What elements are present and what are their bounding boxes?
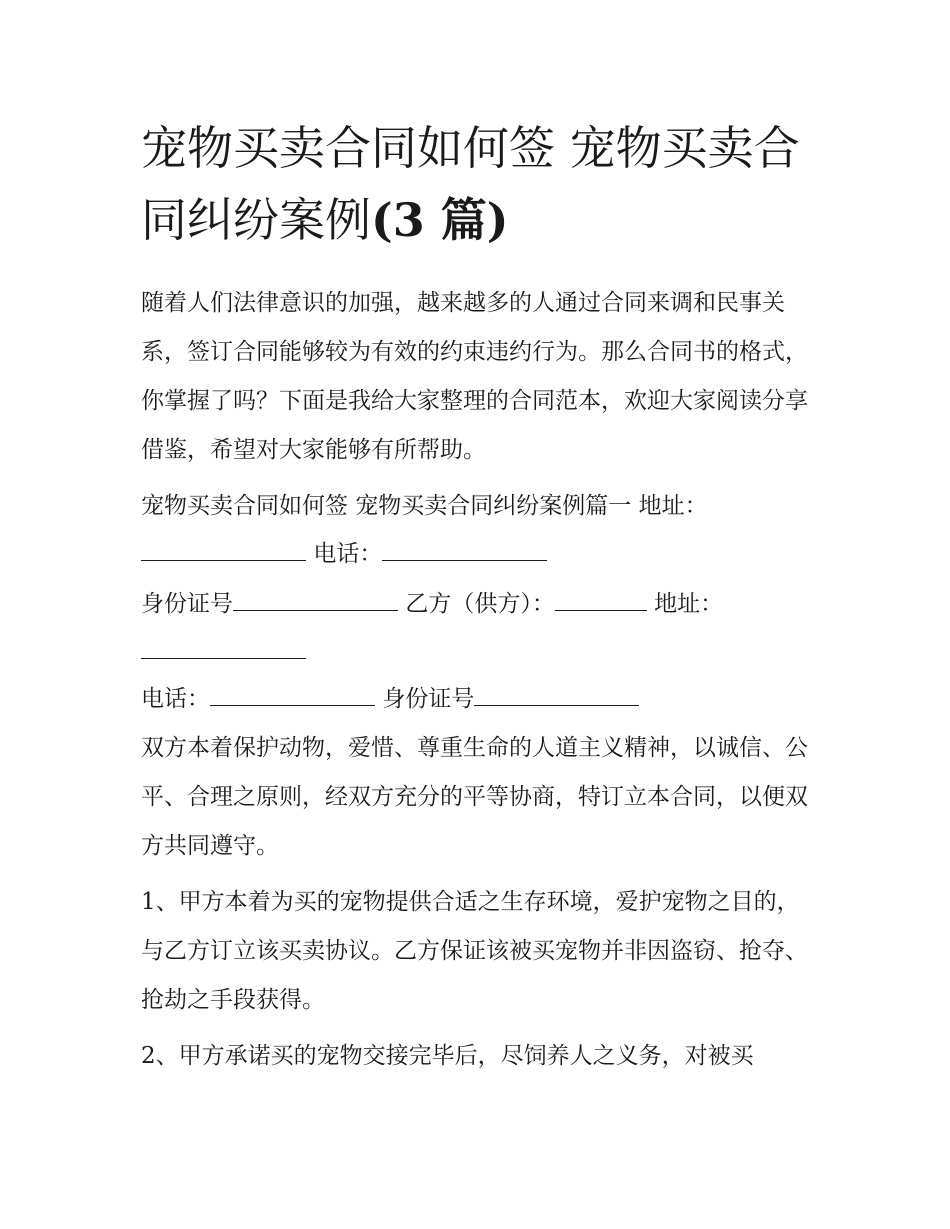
principle-paragraph: 双方本着保护动物，爱惜、尊重生命的人道主义精神，以诚信、公平、合理之原则，经双方充分的平等协商，特订立本合同，以便双方共同遵守。 [141, 735, 808, 859]
address-label: 地址： [654, 591, 724, 617]
id-label: 身份证号 [141, 591, 233, 617]
party-b-phone-line [141, 675, 821, 724]
title-count: (3 篇) [371, 193, 509, 247]
party-b-blank[interactable] [555, 588, 647, 611]
party-a-phone-line [141, 530, 821, 579]
id-blank[interactable] [233, 588, 398, 611]
phone-label: 电话： [313, 541, 383, 567]
party-b-address-line [141, 628, 821, 677]
party-a-id-line [141, 580, 821, 629]
address-blank[interactable] [141, 538, 306, 561]
party-b-id-blank[interactable] [474, 683, 639, 706]
party-a-heading: 宠物买卖合同如何签 宠物买卖合同纠纷案例篇一 地址： [141, 493, 708, 519]
title-text: 宠物买卖合同如何签 宠物买卖合同纠纷案例 [141, 121, 800, 247]
intro-paragraph: 随着人们法律意识的加强，越来越多的人通过合同来调和民事关系，签订合同能够较为有效的约束违约行为。那么合同书的格式，你掌握了吗？下面是我给大家整理的合同范本，欢迎大家阅读分享借鉴，希望对大家能够有所帮助。 [141, 290, 808, 463]
clause-2: 2、甲方承诺买的宠物交接完毕后，尽饲养人之义务，对被买 [141, 1043, 754, 1069]
id-label-b: 身份证号 [382, 686, 475, 712]
party-b-phone-blank[interactable] [210, 683, 375, 706]
party-b-address-blank[interactable] [141, 636, 306, 659]
clause-1: 1、甲方本着为买的宠物提供合适之生存环境，爱护宠物之目的，与乙方订立该买卖协议。乙方保证该被买宠物并非因盗窃、抢夺、抢劫之手段获得。 [141, 889, 808, 1013]
document-title [141, 112, 831, 256]
phone-blank[interactable] [382, 538, 547, 561]
party-b-label: 乙方（供方）： [405, 591, 555, 617]
phone-label-b: 电话： [141, 686, 210, 712]
